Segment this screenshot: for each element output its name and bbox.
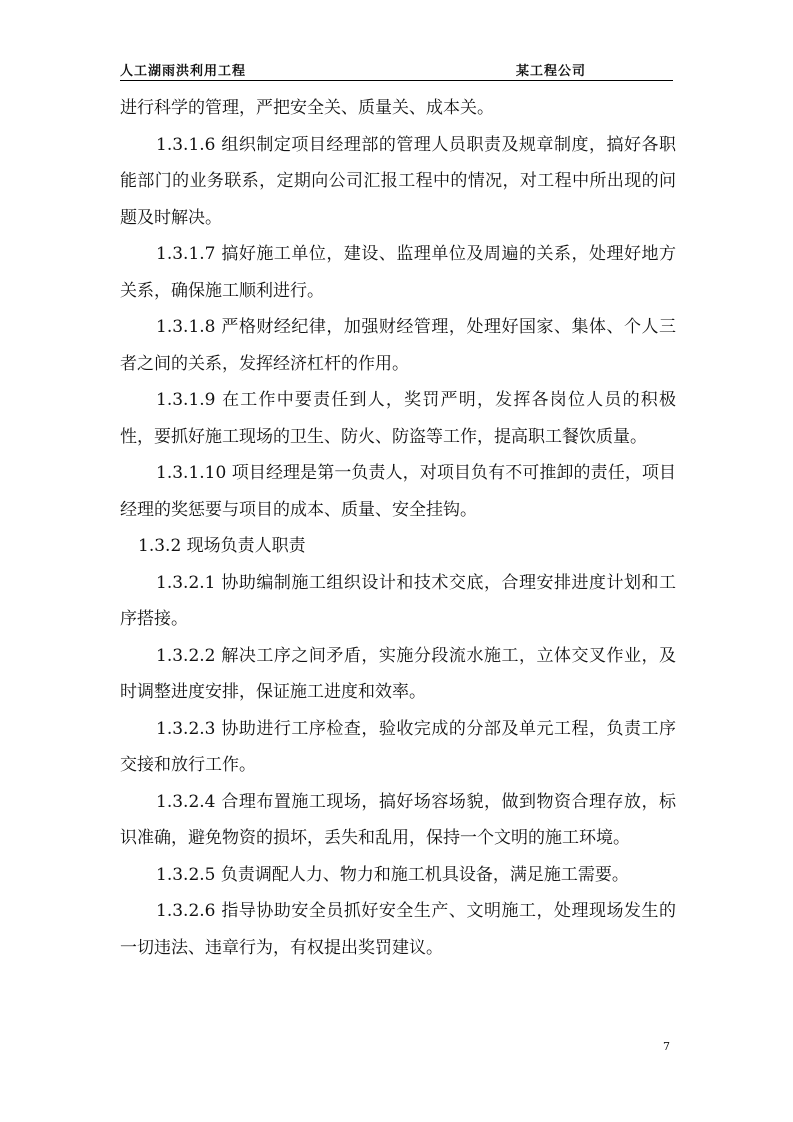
paragraph-1-3-1-6: 1.3.1.6 组织制定项目经理部的管理人员职责及规章制度，搞好各职能部门的业务联系，定期向公司汇报工程中的情况，对工程中所出现的问题及时解决。 xyxy=(120,134,676,228)
paragraph-1-3-1-9: 1.3.1.9 在工作中要责任到人，奖罚严明，发挥各岗位人员的积极性，要抓好施工现场的卫生、防火、防盗等工作，提高职工餐饮质量。 xyxy=(120,390,676,447)
paragraph-1-3-2-6: 1.3.2.6 指导协助安全员抓好安全生产、文明施工，处理现场发生的一切违法、违章行为，有权提出奖罚建议。 xyxy=(120,901,676,958)
paragraph-continuation: 进行科学的管理，严把安全关、质量关、成本关。 xyxy=(120,98,494,118)
paragraph-1-3-2-3: 1.3.2.3 协助进行工序检查，验收完成的分部及单元工程，负责工序交接和放行工作。 xyxy=(120,718,676,775)
paragraph-1-3-1-8: 1.3.1.8 严格财经纪律，加强财经管理，处理好国家、集体、个人三者之间的关系，发挥经济杠杆的作用。 xyxy=(120,317,676,374)
paragraph-1-3-2-2: 1.3.2.2 解决工序之间矛盾，实施分段流水施工，立体交叉作业，及时调整进度安排，保证施工进度和效率。 xyxy=(120,645,676,702)
paragraph-1-3-1-10: 1.3.1.10 项目经理是第一负责人，对项目负有不可推卸的责任，项目经理的奖惩要与项目的成本、质量、安全挂钩。 xyxy=(120,463,676,520)
page-header xyxy=(120,58,673,81)
paragraph-1-3-1-7: 1.3.1.7 搞好施工单位，建设、监理单位及周遍的关系，处理好地方关系，确保施工顺利进行。 xyxy=(120,244,676,301)
paragraph-1-3-2-4: 1.3.2.4 合理布置施工现场，搞好场容场貌，做到物资合理存放，标识准确，避免物资的损坏，丢失和乱用，保持一个文明的施工环境。 xyxy=(120,791,676,848)
paragraph-1-3-2-1: 1.3.2.1 协助编制施工组织设计和技术交底，合理安排进度计划和工序搭接。 xyxy=(120,572,676,629)
paragraph-1-3-2-5: 1.3.2.5 负责调配人力、物力和施工机具设备，满足施工需要。 xyxy=(156,864,629,885)
section-heading-1-3-2: 1.3.2 现场负责人职责 xyxy=(138,536,306,556)
page-number: 7 xyxy=(663,1040,670,1053)
header-company-name: 某工程公司 xyxy=(516,64,587,79)
header-project-title: 人工湖雨洪利用工程 xyxy=(120,64,247,79)
document-body xyxy=(120,90,676,966)
